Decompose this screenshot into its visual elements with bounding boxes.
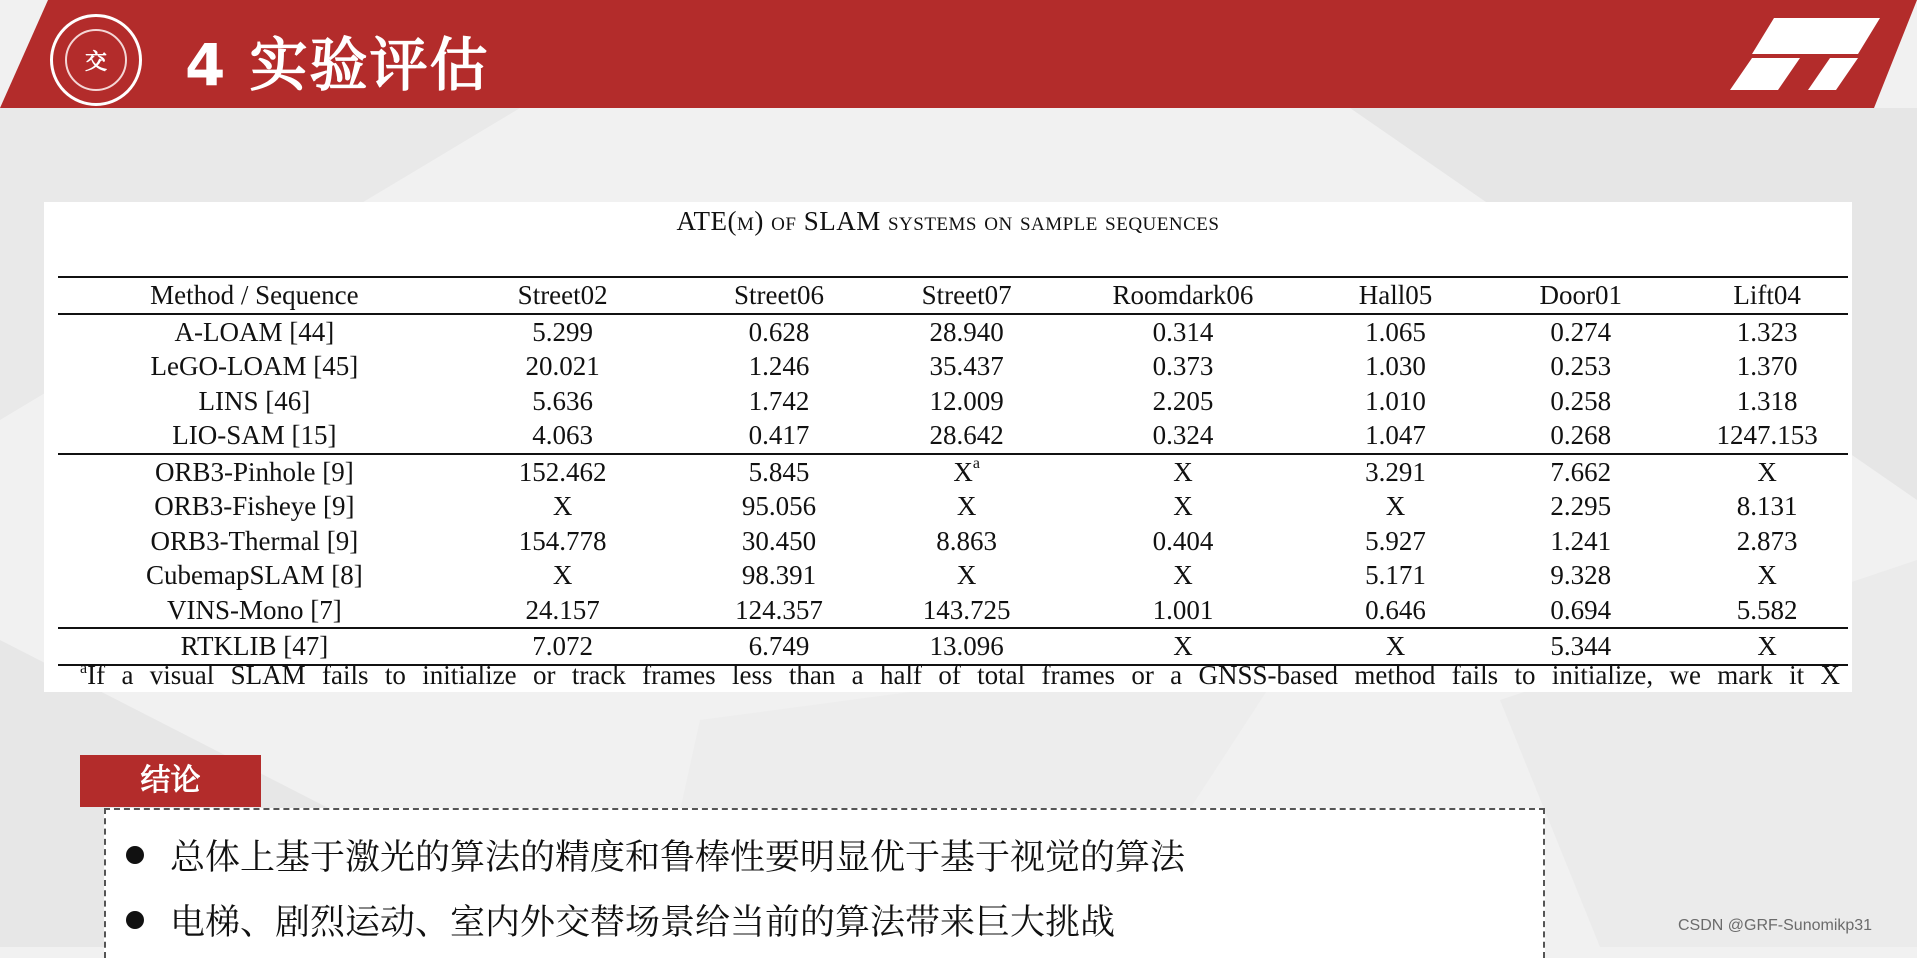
value-cell <box>1050 349 1316 384</box>
value-text: 0.373 <box>1152 351 1214 382</box>
table-row-group <box>58 314 1848 454</box>
value-text: 30.450 <box>741 525 817 556</box>
value-cell <box>883 489 1050 524</box>
value-text: 1247.153 <box>1716 420 1818 451</box>
value-cell <box>1475 418 1686 454</box>
value-cell <box>451 349 675 384</box>
value-cell <box>883 558 1050 593</box>
value-text: 2.295 <box>1550 491 1612 522</box>
value-text: 2.205 <box>1152 385 1214 416</box>
value-cell <box>883 418 1050 454</box>
value-text: 9.328 <box>1550 560 1612 591</box>
value-cell <box>675 593 884 629</box>
value-cell <box>1475 593 1686 629</box>
value-text: X <box>1385 631 1406 662</box>
value-text: 0.314 <box>1152 316 1214 347</box>
value-text: 95.056 <box>741 491 817 522</box>
value-cell <box>1316 418 1475 454</box>
value-text: 12.009 <box>929 385 1004 416</box>
value-text: 143.725 <box>922 594 1011 625</box>
value-text: X <box>1173 456 1193 487</box>
value-text: X <box>1173 631 1193 662</box>
value-cell <box>1686 418 1848 454</box>
value-text: 2.873 <box>1736 525 1798 556</box>
value-text: 1.318 <box>1736 385 1798 416</box>
value-text: 0.417 <box>748 420 810 451</box>
column-header-sequence: Street06 <box>733 280 824 311</box>
value-text: 1.370 <box>1736 351 1798 382</box>
value-text: 3.291 <box>1365 456 1426 487</box>
value-text: 0.628 <box>748 316 810 347</box>
column-header-sequence: Lift04 <box>1733 280 1801 311</box>
table-row <box>58 593 1848 629</box>
value-cell <box>1316 349 1475 384</box>
value-text: X <box>953 456 973 487</box>
value-text: 4.063 <box>532 420 594 451</box>
slide-title: 4 实验评估 <box>185 31 490 99</box>
column-header-sequence: Hall05 <box>1358 280 1433 311</box>
value-text: 0.258 <box>1550 385 1612 416</box>
table-row <box>58 454 1848 490</box>
value-cell <box>675 558 884 593</box>
footnote-text: If a visual SLAM fails to initialize or track frames less than a half of total frames or a GNSS-based method fails to initialize, we mark it X <box>87 660 1840 690</box>
value-cell <box>451 384 675 419</box>
value-cell <box>883 454 1050 490</box>
value-text: 20.021 <box>525 351 600 382</box>
value-text: 98.391 <box>741 560 817 591</box>
value-cell <box>1475 314 1686 350</box>
column-header-sequence: Street02 <box>517 280 608 311</box>
value-text: 0.404 <box>1152 525 1214 556</box>
value-text: 0.274 <box>1550 316 1612 347</box>
value-text: 7.072 <box>532 631 594 662</box>
conclusion-label: 结论 <box>80 755 261 807</box>
value-cell <box>675 349 884 384</box>
column-header-sequence: Door01 <box>1539 280 1622 311</box>
value-cell <box>1050 593 1316 629</box>
value-cell <box>1316 558 1475 593</box>
table-row <box>58 384 1848 419</box>
value-text: 5.582 <box>1736 594 1798 625</box>
value-text: 0.646 <box>1365 594 1426 625</box>
value-text: X <box>1757 456 1777 487</box>
watermark: CSDN @GRF-Sunomikp31 <box>1678 917 1873 934</box>
conclusion-bullet-text: 总体上基于激光的算法的精度和鲁棒性要明显优于基于视觉的算法 <box>170 838 1186 878</box>
value-cell <box>1316 454 1475 490</box>
method-cell: ORB3-Pinhole [9] <box>155 456 354 487</box>
value-text: 5.171 <box>1365 560 1426 591</box>
value-cell <box>1475 454 1686 490</box>
value-text: 1.030 <box>1365 351 1426 382</box>
value-text: 0.253 <box>1550 351 1612 382</box>
value-cell <box>1686 593 1848 629</box>
slide-header <box>0 0 1917 108</box>
column-header-sequence: Street07 <box>921 280 1012 311</box>
table-row <box>58 524 1848 559</box>
value-text: 5.927 <box>1365 525 1426 556</box>
value-cell <box>1316 524 1475 559</box>
value-text: X <box>1173 491 1193 522</box>
table-footnote <box>80 660 1840 691</box>
table-row <box>58 558 1848 593</box>
value-cell <box>1050 558 1316 593</box>
method-cell: LINS [46] <box>198 385 311 416</box>
value-cell <box>1316 489 1475 524</box>
value-cell <box>675 489 884 524</box>
value-cell <box>1475 524 1686 559</box>
table-caption: ATE(m) of SLAM systems on sample sequences <box>676 206 1220 236</box>
value-cell <box>675 384 884 419</box>
method-cell: RTKLIB [47] <box>180 631 329 662</box>
value-cell <box>1050 418 1316 454</box>
value-text: 0.268 <box>1550 420 1612 451</box>
conclusion-bullet <box>126 830 1185 880</box>
university-seal-icon: 交 <box>50 14 142 106</box>
value-text: 1.246 <box>748 351 810 382</box>
method-cell: ORB3-Fisheye [9] <box>154 491 355 522</box>
method-cell: VINS-Mono [7] <box>167 594 342 625</box>
value-cell <box>675 454 884 490</box>
footnote-marker: a <box>80 660 88 677</box>
value-cell <box>1050 454 1316 490</box>
value-text: 1.241 <box>1550 525 1612 556</box>
value-cell <box>883 524 1050 559</box>
column-header-sequence: Roomdark06 <box>1112 280 1254 311</box>
value-cell <box>1686 454 1848 490</box>
value-text: X <box>956 560 977 591</box>
table-row <box>58 418 1848 454</box>
value-text: X <box>1385 491 1406 522</box>
conclusion-bullet <box>126 895 1115 945</box>
table-header-row <box>58 277 1848 314</box>
value-text: 24.157 <box>525 594 600 625</box>
value-cell <box>1686 489 1848 524</box>
value-text: 5.344 <box>1550 631 1612 662</box>
value-cell <box>1686 558 1848 593</box>
method-cell: A-LOAM [44] <box>174 316 335 347</box>
value-text: 13.096 <box>929 631 1004 662</box>
value-cell <box>1050 524 1316 559</box>
value-text: 1.001 <box>1152 594 1214 625</box>
ate-table <box>58 276 1848 666</box>
value-text: 154.778 <box>518 525 607 556</box>
value-text: 1.323 <box>1736 316 1798 347</box>
method-cell: CubemapSLAM [8] <box>146 560 363 591</box>
value-text: 7.662 <box>1550 456 1612 487</box>
value-text: 0.694 <box>1550 594 1612 625</box>
value-text: X <box>1757 631 1777 662</box>
conclusion-bullet-text: 电梯、剧烈运动、室内外交替场景给当前的算法带来巨大挑战 <box>170 903 1116 943</box>
value-text: 1.010 <box>1365 385 1426 416</box>
value-cell <box>451 558 675 593</box>
bullet-dot-icon <box>126 911 144 929</box>
value-cell <box>1475 558 1686 593</box>
value-cell <box>1475 384 1686 419</box>
table-row <box>58 489 1848 524</box>
value-text: 5.845 <box>748 456 810 487</box>
value-text: 1.047 <box>1365 420 1426 451</box>
table-row-group <box>58 454 1848 629</box>
value-text: 28.642 <box>929 420 1004 451</box>
value-text: X <box>1173 560 1193 591</box>
value-text: 0.324 <box>1152 420 1214 451</box>
value-cell <box>1686 314 1848 350</box>
value-cell <box>451 524 675 559</box>
value-cell <box>675 418 884 454</box>
method-cell: ORB3-Thermal [9] <box>150 525 359 556</box>
value-cell <box>883 314 1050 350</box>
value-cell <box>451 489 675 524</box>
value-cell <box>883 593 1050 629</box>
value-text: 124.357 <box>735 594 823 625</box>
value-cell <box>451 454 675 490</box>
value-text: 1.742 <box>748 385 810 416</box>
value-cell <box>1316 384 1475 419</box>
value-cell <box>451 418 675 454</box>
results-table-panel <box>44 202 1852 692</box>
value-text: 152.462 <box>518 456 607 487</box>
value-text: 1.065 <box>1365 316 1426 347</box>
value-cell <box>675 524 884 559</box>
value-cell <box>1050 384 1316 419</box>
value-cell <box>1316 593 1475 629</box>
value-text: X <box>956 491 977 522</box>
value-cell <box>1050 489 1316 524</box>
value-cell <box>883 384 1050 419</box>
value-text: X <box>1757 560 1777 591</box>
value-cell <box>451 314 675 350</box>
column-header-method: Method / Sequence <box>150 280 359 311</box>
value-cell <box>1050 314 1316 350</box>
table-row <box>58 349 1848 384</box>
value-text: X <box>552 491 573 522</box>
table-row <box>58 314 1848 350</box>
value-cell <box>1686 349 1848 384</box>
parallelogram-stripes-icon <box>1730 14 1880 94</box>
value-text: 35.437 <box>929 351 1004 382</box>
value-cell <box>1686 524 1848 559</box>
footnote-reference: a <box>972 454 980 472</box>
value-text: 8.131 <box>1736 491 1798 522</box>
value-text: 6.749 <box>748 631 810 662</box>
value-text: X <box>552 560 573 591</box>
value-text: 5.636 <box>532 385 594 416</box>
value-cell <box>1686 384 1848 419</box>
method-cell: LeGO-LOAM [45] <box>150 351 359 382</box>
value-cell <box>451 593 675 629</box>
value-text: 5.299 <box>532 316 594 347</box>
value-cell <box>1475 349 1686 384</box>
value-cell <box>1475 489 1686 524</box>
method-cell: LIO-SAM [15] <box>172 420 337 451</box>
conclusion-box <box>104 808 1545 958</box>
value-cell <box>883 349 1050 384</box>
value-cell <box>675 314 884 350</box>
value-text: 8.863 <box>936 525 998 556</box>
value-cell <box>1316 314 1475 350</box>
value-text: 28.940 <box>929 316 1004 347</box>
bullet-dot-icon <box>126 846 144 864</box>
